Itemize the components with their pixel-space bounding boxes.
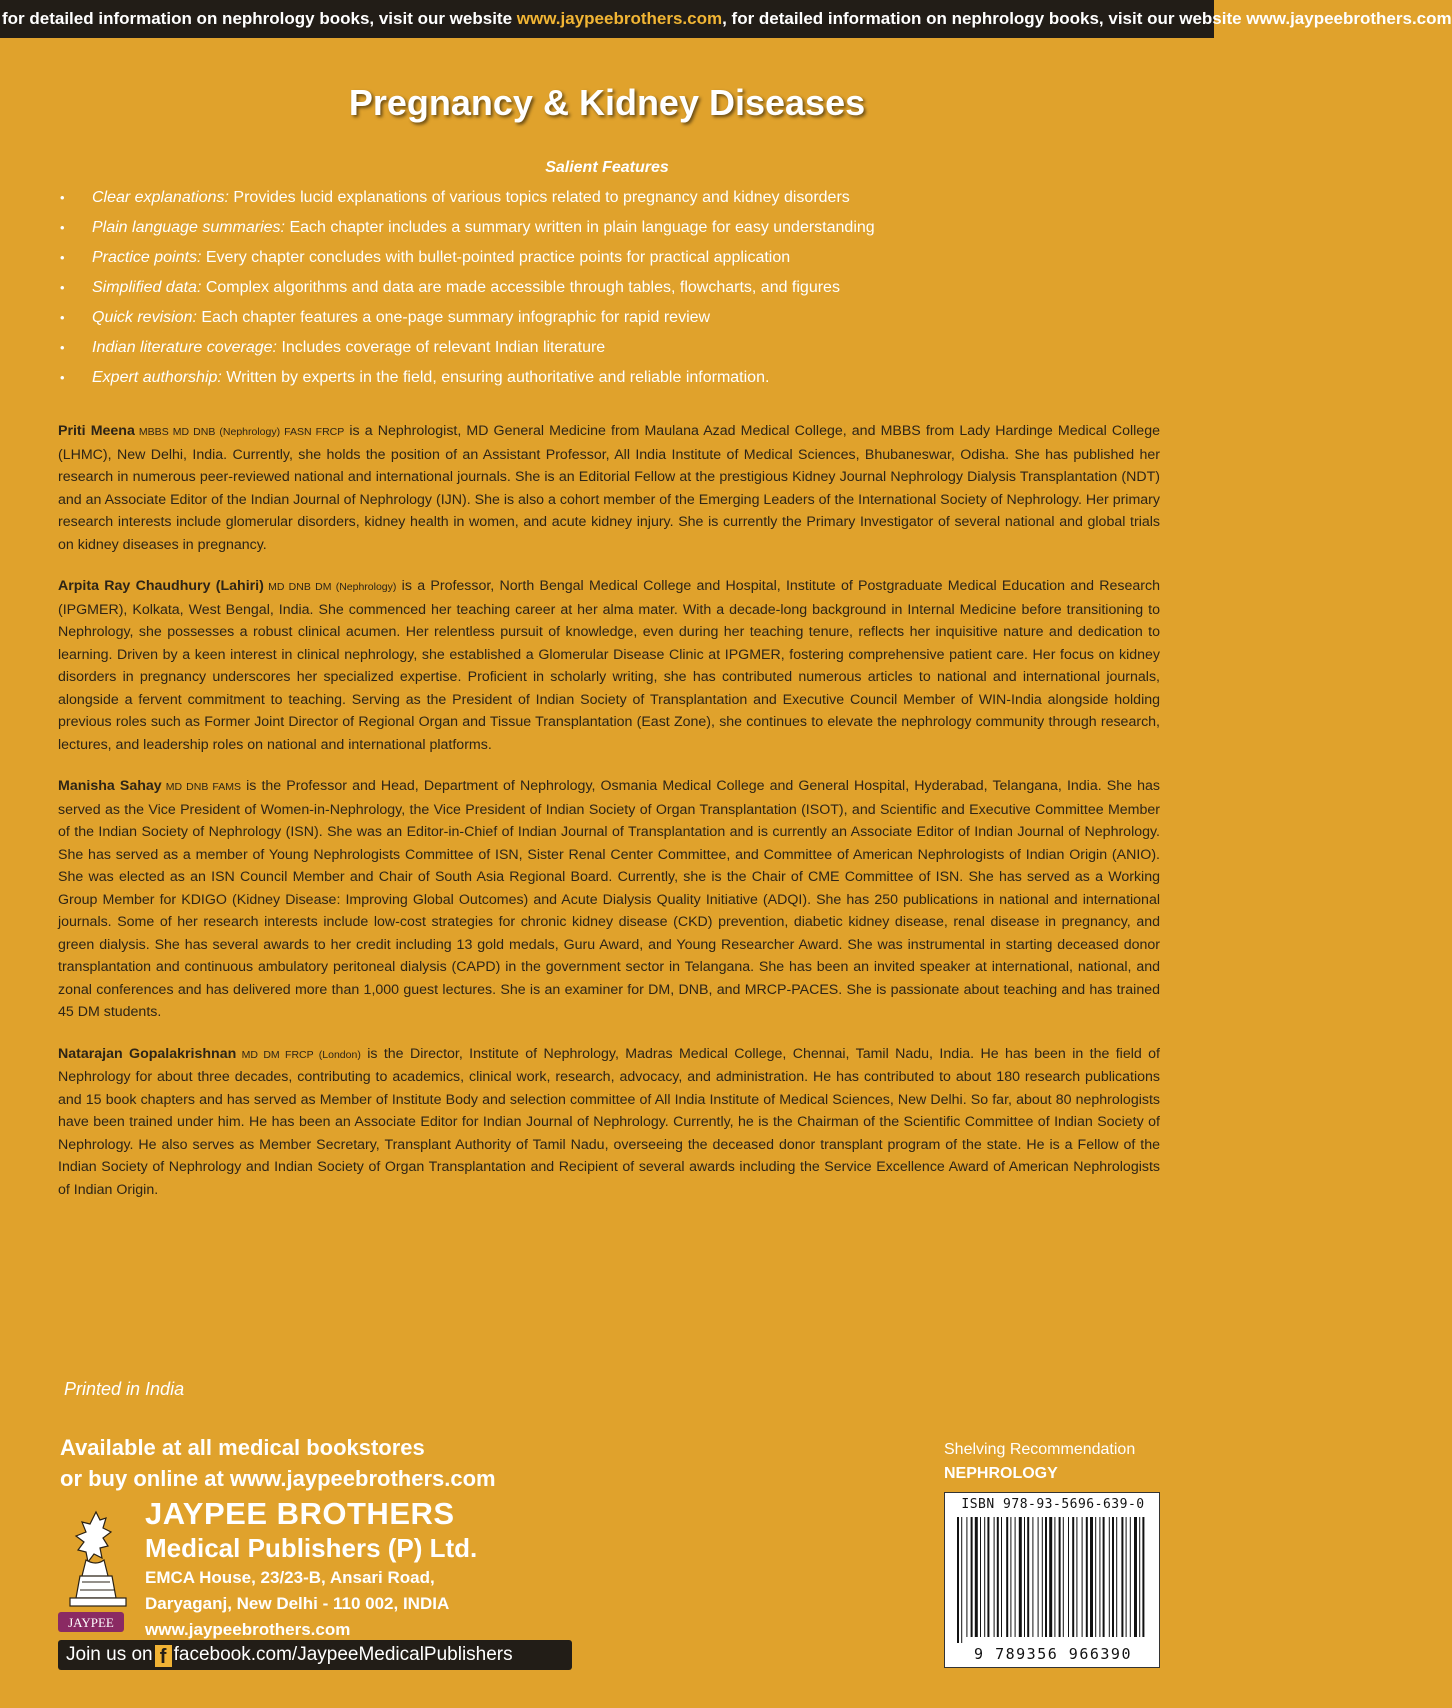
feature-item <box>58 336 1168 366</box>
barcode-digits: 9 789356 966390 <box>974 1645 1132 1663</box>
feature-key: Plain language summaries: <box>92 219 285 236</box>
social-bar <box>58 1640 572 1670</box>
author-bio-sahay <box>58 775 1160 1024</box>
feature-text: Provides lucid explanations of various topics related to pregnancy and kidney disorders <box>228 189 850 206</box>
top-banner <box>0 0 1452 38</box>
feature-text: Each chapter includes a summary written in plain language for easy understanding <box>285 219 875 236</box>
feature-key: Simplified data: <box>92 279 202 296</box>
shelving-category: NEPHROLOGY <box>944 1465 1058 1482</box>
feature-text: Includes coverage of relevant Indian literature <box>277 339 606 356</box>
logo-label: JAYPEE <box>68 1615 114 1630</box>
author-credentials: MBBS MD DNB (Nephrology) FASN FRCP <box>134 426 345 438</box>
features-list <box>58 186 1168 396</box>
isbn-text: ISBN 978-93-5696-639-0 <box>961 1497 1145 1512</box>
author-bio-gopalakrishnan <box>58 1043 1160 1202</box>
publisher-name: JAYPEE BROTHERS <box>145 1496 455 1531</box>
author-bios <box>58 420 1160 1220</box>
feature-key: Practice points: <box>92 249 202 266</box>
author-bio-text: is a Professor, North Bengal Medical College and Hospital, Institute of Postgraduate Medical Education and Research (IPGMER), Kolkata, West Bengal, India. She commenced her teaching career at her alma mater. With a decade-long background in Internal Medicine before transitioning to Nephrology, she possesses a robust clinical acumen. Her relentless pursuit of knowledge, even during her teaching tenure, reflects her inquisitive nature and dedication to learning. Driven by a keen interest in clinical nephrology, she established a Glomerular Disease Clinic at IPGMER, fostering comprehensive patient care. Her focus on kidney disorders in pregnancy underscores her specialized expertise. Proficient in scholarly writing, she has contributed numerous articles to national and international journals, alongside a fervent commitment to teaching. Serving as the President of Indian Society of Transplantation and Executive Council Member of WIN-India alongside holding previous roles such as Former Joint Director of Regional Organ and Tissue Transplantation (East Zone), she continues to elevate the nephrology community through research, lectures, and leadership roles on national and international platforms. <box>58 578 1160 753</box>
publisher-website[interactable]: www.jaypeebrothers.com <box>145 1620 351 1639</box>
social-prefix: Join us on <box>66 1644 153 1665</box>
publisher-address-1: EMCA House, 23/23-B, Ansari Road, <box>145 1568 435 1587</box>
feature-item <box>58 276 1168 306</box>
feature-key: Clear explanations: <box>92 189 229 206</box>
author-name: Natarajan Gopalakrishnan <box>58 1045 237 1062</box>
publisher-subtitle: Medical Publishers (P) Ltd. <box>145 1533 478 1563</box>
feature-text: Each chapter features a one-page summary infographic for rapid review <box>196 309 711 326</box>
publisher-block <box>145 1497 477 1643</box>
feature-key: Indian literature coverage: <box>92 339 277 356</box>
author-credentials: MD DM FRCP (London) <box>236 1048 361 1061</box>
author-bio-meena <box>58 420 1160 556</box>
author-bio-chaudhury <box>58 575 1160 756</box>
statue-logo-icon <box>56 1506 140 1636</box>
publisher-address-2: Daryaganj, New Delhi - 110 002, INDIA <box>145 1594 450 1613</box>
feature-key: Expert authorship: <box>92 369 222 386</box>
feature-item <box>58 246 1168 276</box>
author-credentials: MD DNB DM (Nephrology) <box>263 581 397 593</box>
availability-line-1: Available at all medical bookstores <box>60 1435 425 1460</box>
feature-text: Complex algorithms and data are made accessible through tables, flowcharts, and figures <box>201 279 840 296</box>
availability-line-2: or buy online at www.jaypeebrothers.com <box>60 1466 496 1491</box>
feature-item <box>58 186 1168 216</box>
feature-key: Quick revision: <box>92 309 197 326</box>
banner-prefix: for detailed information on nephrology books, visit our website <box>2 9 517 28</box>
author-name: Priti Meena <box>58 423 135 439</box>
author-bio-text: is the Director, Institute of Nephrology, Madras Medical College, Chennai, Tamil Nadu, India. He has been in the field of Nephrology for about three decades, contributing to academics, clinical work, research, advocacy, and administration. He has contributed to about 180 research publications and 15 book chapters and has served as Member of Institute Body and selection committee of All India Institute of Medical Sciences, New Delhi. So far, about 80 nephrologists have been trained under him. He has been an Associate Editor for Indian Journal of Nephrology. Currently, he is the Chairman of the Scientific Committee of Indian Society of Nephrology. He also serves as Member Secretary, Transplant Authority of Tamil Nadu, overseeing the deceased donor transplant program of the state. He is a Fellow of the Indian Society of Nephrology and Indian Society of Organ Transplantation and Recipient of several awards including the Service Excellence Award of American Nephrologists of Indian Origin. <box>58 1045 1160 1198</box>
author-bio-text: is a Nephrologist, MD General Medicine from Maulana Azad Medical College, and MBBS from Lady Hardinge Medical College (LHMC), New Delhi, India. Currently, she holds the position of an Assistant Professor, All India Institute of Medical Sciences, Bhubaneswar, Odisha. She has published her research in numerous peer-reviewed national and international journals. She is an Editorial Fellow at the prestigious Kidney Journal Nephrology Dialysis Transplantation (NDT) and an Associate Editor of the Indian Journal of Nephrology (IJN). She is also a cohort member of the Emerging Leaders of the International Society of Nephrology. Her primary research interests include glomerular disorders, kidney health in women, and acute kidney injury. She is currently the Primary Investigator of several national and global trials on kidney diseases in pregnancy. <box>58 423 1160 553</box>
jaypee-logo <box>56 1506 140 1636</box>
banner-website-link[interactable]: www.jaypeebrothers.com <box>516 9 723 28</box>
author-name: Arpita Ray Chaudhury (Lahiri) <box>58 578 264 594</box>
author-credentials: MD DNB FAMS <box>161 781 241 793</box>
feature-item <box>58 366 1168 396</box>
feature-item <box>58 216 1168 246</box>
feature-text: Every chapter concludes with bullet-pointed practice points for practical application <box>201 249 791 266</box>
barcode <box>944 1492 1160 1668</box>
facebook-link[interactable]: facebook.com/JaypeeMedicalPublishers <box>173 1644 513 1665</box>
availability-text <box>60 1432 496 1494</box>
barcode-bars-icon <box>953 1517 1153 1643</box>
feature-text: Written by experts in the field, ensuring authoritative and reliable information. <box>221 369 770 386</box>
author-name: Manisha Sahay <box>58 778 162 794</box>
banner-suffix: , for detailed information on nephrology books, visit our website www.jaypeebrothers.com <box>722 9 1452 28</box>
shelving-recommendation <box>944 1438 1135 1486</box>
shelving-label: Shelving Recommendation <box>944 1441 1136 1458</box>
author-bio-text: is the Professor and Head, Department of Nephrology, Osmania Medical College and General Hospital, Hyderabad, Telangana, India. She has served as the Vice President of Women-in-Nephrology, the Vice President of Indian Society of Organ Transplantation (ISOT), and Scientific and Executive Committee Member of the Indian Society of Nephrology (ISN). She was an Editor-in-Chief of Indian Journal of Transplantation and is currently an Associate Editor of Indian Journal of Nephrology. She has served as a member of Young Nephrologists Committee of ISN, Sister Renal Center Committee, and Committee of American Nephrologists of Indian Origin (ANIO). She was elected as an ISN Council Member and Chair of South Asia Regional Board. Currently, she is the Chair of CME Committee of ISN. She has served as a Working Group Member for KDIGO (Kidney Disease: Improving Global Outcomes) and Acute Dialysis Quality Initiative (ADQI). She has 250 publications in national and international journals. Some of her research interests include low-cost strategies for chronic kidney disease (CKD) prevention, diabetic kidney disease, renal disease in pregnancy, and green dialysis. She has several awards to her credit including 13 gold medals, Guru Award, and Young Researcher Award. She was instrumental in starting deceased donor transplantation and continuous ambulatory peritoneal dialysis (CAPD) in the government sector in Telangana. She has been an invited speaker at international, national, and zonal conferences and has delivered more than 1,000 guest lectures. She is an examiner for DM, DNB, and MRCP-PACES. She is passionate about teaching and has trained 45 DM students. <box>58 778 1160 1020</box>
feature-item <box>58 306 1168 336</box>
printed-in-india: Printed in India <box>64 1379 185 1399</box>
book-title: Pregnancy & Kidney Diseases <box>348 82 866 123</box>
features-heading: Salient Features <box>545 159 669 176</box>
facebook-icon: f <box>155 1645 172 1667</box>
